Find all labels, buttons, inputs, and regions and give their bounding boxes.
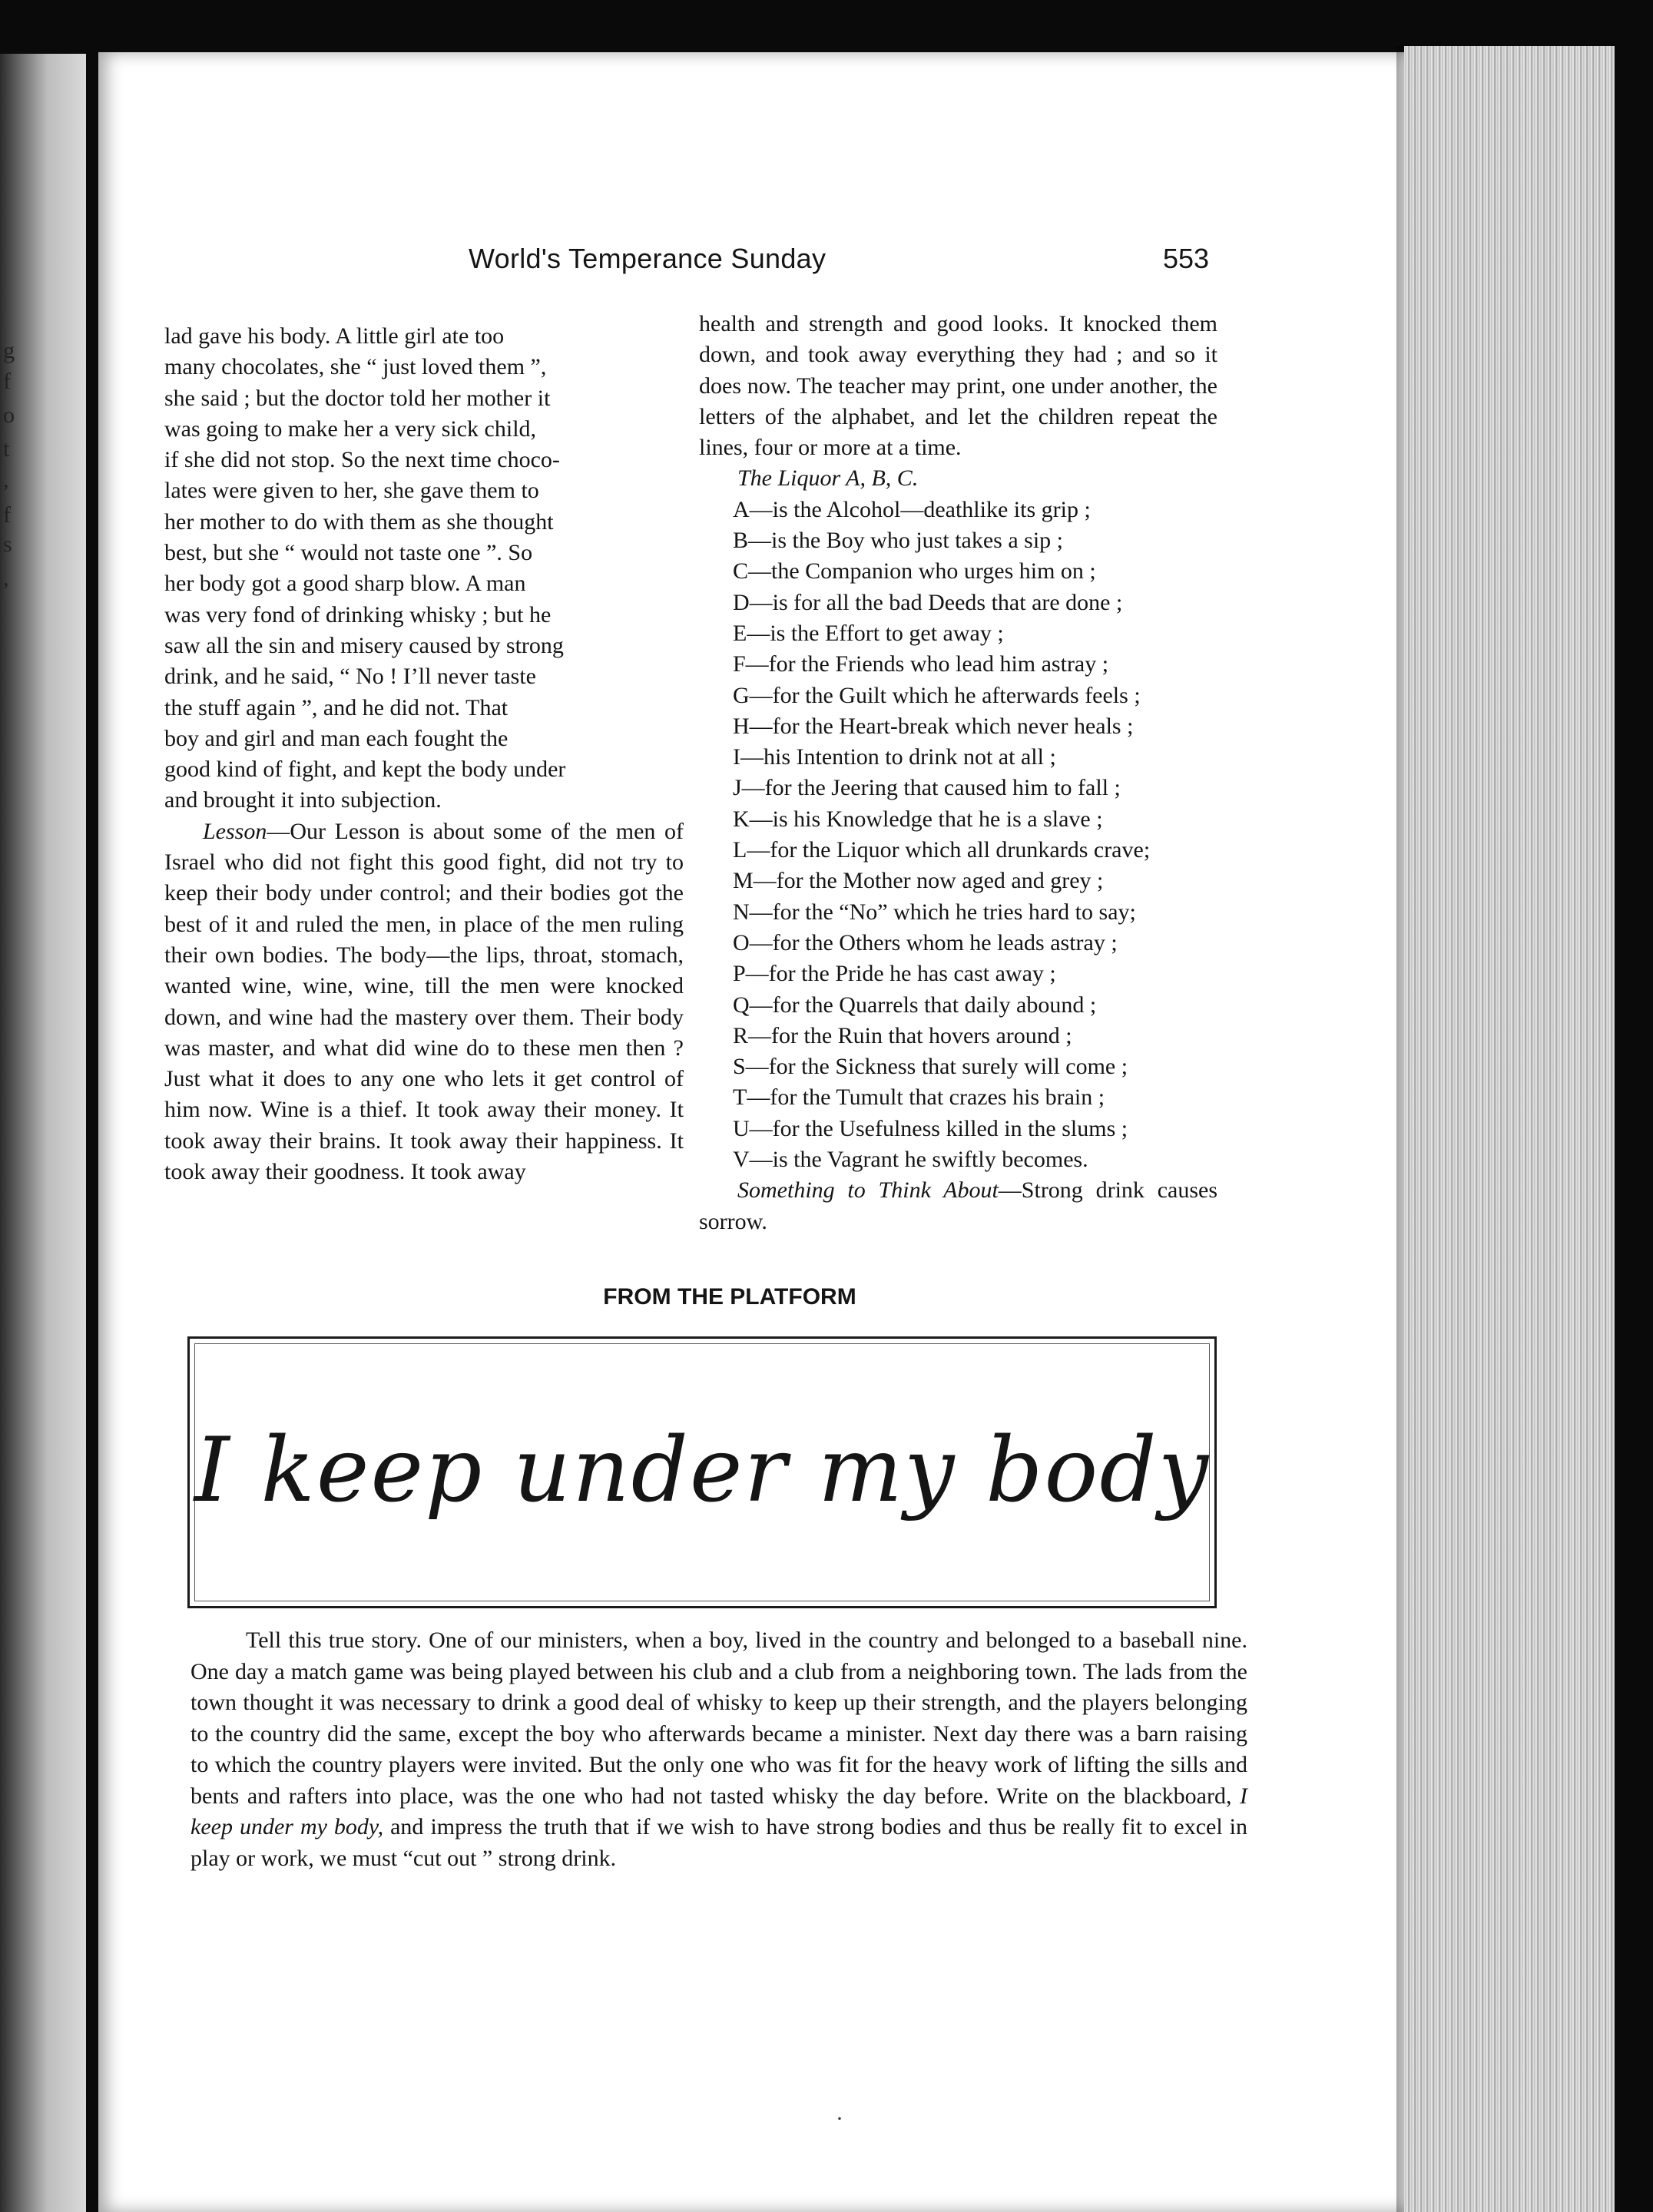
margin-fragment: , <box>3 467 9 492</box>
poem-line: K—is his Knowledge that he is a slave ; <box>733 806 1103 832</box>
poem-line: F—for the Friends who lead him astray ; <box>733 651 1109 677</box>
text-line: saw all the sin and misery caused by strong <box>164 632 564 658</box>
poem-line: E—is the Effort to get away ; <box>733 620 1004 646</box>
poem-line: O—for the Others whom he leads astray ; <box>733 929 1118 955</box>
story-emphasis: I keep under my body, <box>190 1783 1247 1839</box>
think-about-text: —Strong drink causes sorrow. <box>699 1177 1217 1234</box>
book-page-edges <box>1404 46 1615 2212</box>
section-heading: FROM THE PLATFORM <box>603 1284 856 1310</box>
text-line: boy and girl and man each fought the <box>164 725 508 751</box>
text-line: lates were given to her, she gave them to <box>164 478 539 504</box>
text-line: best, but she “ would not taste one ”. So <box>164 540 533 566</box>
poem-line: I—his Intention to drink not at all ; <box>733 744 1056 770</box>
lesson-label: Lesson <box>203 818 267 844</box>
motto-box <box>187 1336 1217 1608</box>
poem-line: M—for the Mother now aged and grey ; <box>733 868 1104 894</box>
text-line: and brought it into subjection. <box>164 787 442 813</box>
text-line: if she did not stop. So the next time choco- <box>164 447 560 473</box>
poem <box>699 495 1217 1176</box>
poem-line: S—for the Sickness that surely will come ; <box>733 1054 1128 1080</box>
margin-fragment: f <box>3 369 11 394</box>
margin-fragment: t <box>3 436 10 462</box>
poem-line: V—is the Vagrant he swiftly becomes. <box>733 1147 1088 1173</box>
paragraph-lines <box>164 321 684 816</box>
text-line: was going to make her a very sick child, <box>164 416 537 442</box>
poem-line: P—for the Pride he has cast away ; <box>733 961 1056 987</box>
margin-fragment: s <box>3 531 12 557</box>
poem-line: A—is the Alcohol—deathlike its grip ; <box>733 496 1091 522</box>
speck: · <box>836 2106 843 2131</box>
think-about-paragraph <box>699 1175 1217 1237</box>
poem-line: U—for the Usefulness killed in the slums ; <box>733 1115 1128 1141</box>
text-line: lad gave his body. A little girl ate too <box>164 323 505 349</box>
story-paragraph <box>190 1625 1247 1874</box>
right-column <box>699 309 1217 1237</box>
think-about-label: Something to Think About <box>737 1177 999 1204</box>
poem-line: J—for the Jeering that caused him to fall ; <box>733 775 1121 801</box>
page-number: 553 <box>1163 243 1210 274</box>
poem-line: B—is the Boy who just takes a sip ; <box>733 528 1063 554</box>
text-line: her body got a good sharp blow. A man <box>164 571 526 597</box>
story-text <box>190 1625 1247 1874</box>
poem-line: D—is for all the bad Deeds that are done ; <box>733 589 1123 615</box>
text-line: she said ; but the doctor told her mother it <box>164 385 551 411</box>
poem-line: H—for the Heart-break which never heals ; <box>733 713 1134 739</box>
poem-line: G—for the Guilt which he afterwards feels ; <box>733 682 1141 708</box>
poem-line: N—for the “No” which he tries hard to say; <box>733 899 1136 925</box>
story-text-before: Tell this true story. One of our ministers, when a boy, lived in the country and belonged to a baseball nine. One day a match game was being played between his club and a club from a neighboring town. The lads from the town thought it was necessary to drink a good deal of whisky to keep up their strength, and the players belonging to the country did the same, except the boy who afterwards became a minister. Next day there was a barn raising to which the country players were invited. But the only one who was fit for the heavy work of lifting the sills and bents and rafters into place, was the one who had not tasted whisky the day before. Write on the blackboard, <box>190 1628 1247 1809</box>
motto-text: I keep under my body <box>194 1419 1211 1522</box>
poem-line: R—for the Ruin that hovers around ; <box>733 1022 1072 1048</box>
text-line: her mother to do with them as she thought <box>164 508 554 535</box>
poem-line: T—for the Tumult that crazes his brain ; <box>733 1084 1105 1111</box>
story-text-after: and impress the truth that if we wish to have strong bodies and thus be really fit to excel in play or work, we must “cut out ” strong drink. <box>190 1814 1247 1871</box>
text-line: many chocolates, she “ just loved them ”, <box>164 354 547 380</box>
lesson-paragraph <box>164 816 684 1188</box>
running-head: World's Temperance Sunday <box>469 243 826 274</box>
margin-fragment: , <box>3 565 9 591</box>
previous-page-edge <box>0 54 86 2212</box>
text-line: drink, and he said, “ No ! I’ll never taste <box>164 664 536 690</box>
poem-title: The Liquor A, B, C. <box>737 465 919 492</box>
poem-line: C—the Companion who urges him on ; <box>733 558 1096 584</box>
margin-fragment: f <box>3 502 11 528</box>
poem-line: Q—for the Quarrels that daily abound ; <box>733 992 1097 1018</box>
lesson-text: —Our Lesson is about some of the men of Israel who did not fight this good fight, did not try to keep their body under control; and their bodies got the best of it and ruled the men, in place of the men ruling their own bodies. The body—the lips, throat, stomach, wanted wine, wine, wine, till the men were knocked down, and wine had the mastery over them. Their body was master, and what did wine do to these men then ? Just what it does to any one who lets it get control of him now. Wine is a thief. It took away their money. It took away their brains. It took away their happiness. It took away their goodness. It took away <box>164 818 684 1185</box>
margin-fragment: g <box>3 338 15 363</box>
margin-fragment: o <box>3 402 15 428</box>
left-column <box>164 321 684 1187</box>
lesson-continuation: health and strength and good looks. It knocked them down, and took away everything they had ; and so it does now. The teacher may print, one under another, the letters of the alphabet, and let the children repeat the lines, four or more at a time. <box>699 311 1217 461</box>
text-line: good kind of fight, and kept the body under <box>164 757 566 783</box>
text-line: the stuff again ”, and he did not. That <box>164 694 508 720</box>
poem-line: L—for the Liquor which all drunkards crave; <box>733 837 1151 863</box>
text-line: was very fond of drinking whisky ; but he <box>164 601 552 628</box>
